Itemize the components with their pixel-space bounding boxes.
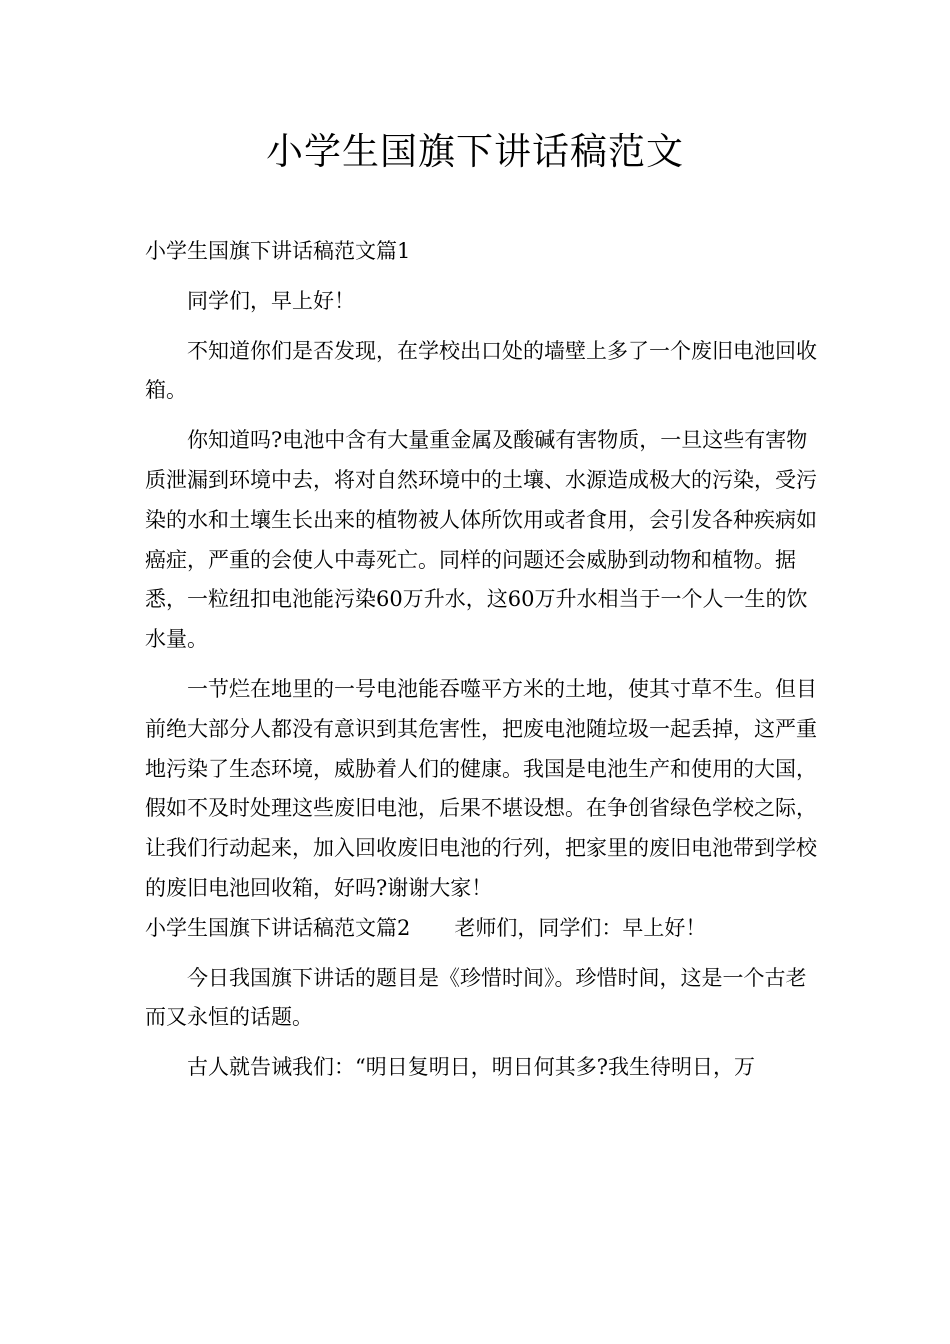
- section1-paragraph: 你知道吗?电池中含有大量重金属及酸碱有害物质，一旦这些有害物质泄漏到环境中去，将对自然环境中的土壤、水源造成极大的污染，受污染的水和土壤生长出来的植物被人体所饮用或者食用，会引发各种疾病如癌症，严重的会使人中毒死亡。同样的问题还会威胁到动物和植物。据悉，一粒纽扣电池能污染60万升水，这60万升水相当于一个人一生的饮水量。: [145, 428, 817, 652]
- document-body: [145, 232, 825, 1088]
- section-spacer: [145, 272, 825, 282]
- section2-paragraph: 今日我国旗下讲话的题目是《珍惜时间》。珍惜时间，这是一个古老而又永恒的话题。: [145, 965, 807, 1030]
- section2-heading-line: [145, 909, 825, 949]
- section-spacer: [145, 1038, 825, 1048]
- document-title: 小学生国旗下讲话稿范文: [266, 130, 684, 173]
- section1-paragraph: 不知道你们是否发现，在学校出口处的墙壁上多了一个废旧电池回收箱。: [145, 338, 817, 403]
- section-spacer: [145, 949, 825, 959]
- section2-greeting: 老师们，同学们：早上好！: [454, 915, 707, 940]
- section-spacer: [145, 660, 825, 670]
- section1-heading: 小学生国旗下讲话稿范文篇1: [145, 239, 411, 263]
- section-spacer: [145, 411, 825, 421]
- section2-heading: 小学生国旗下讲话稿范文篇2: [145, 915, 411, 940]
- section-spacer: [145, 322, 825, 332]
- section1-paragraph: 同学们，早上好！: [187, 288, 355, 313]
- section2-paragraph: 古人就告诫我们：“明日复明日，明日何其多?我生待明日，万: [187, 1055, 755, 1080]
- section1-paragraph: 一节烂在地里的一号电池能吞噬平方米的土地，使其寸草不生。但目前绝大部分人都没有意识到其危害性，把废电池随垃圾一起丢掉，这严重地污染了生态环境，威胁着人们的健康。我国是电池生产和使用的大国，假如不及时处理这些废旧电池，后果不堪设想。在争创省绿色学校之际，让我们行动起来，加入回收废旧电池的行列，把家里的废旧电池带到学校的废旧电池回收箱，好吗?谢谢大家！: [145, 676, 817, 900]
